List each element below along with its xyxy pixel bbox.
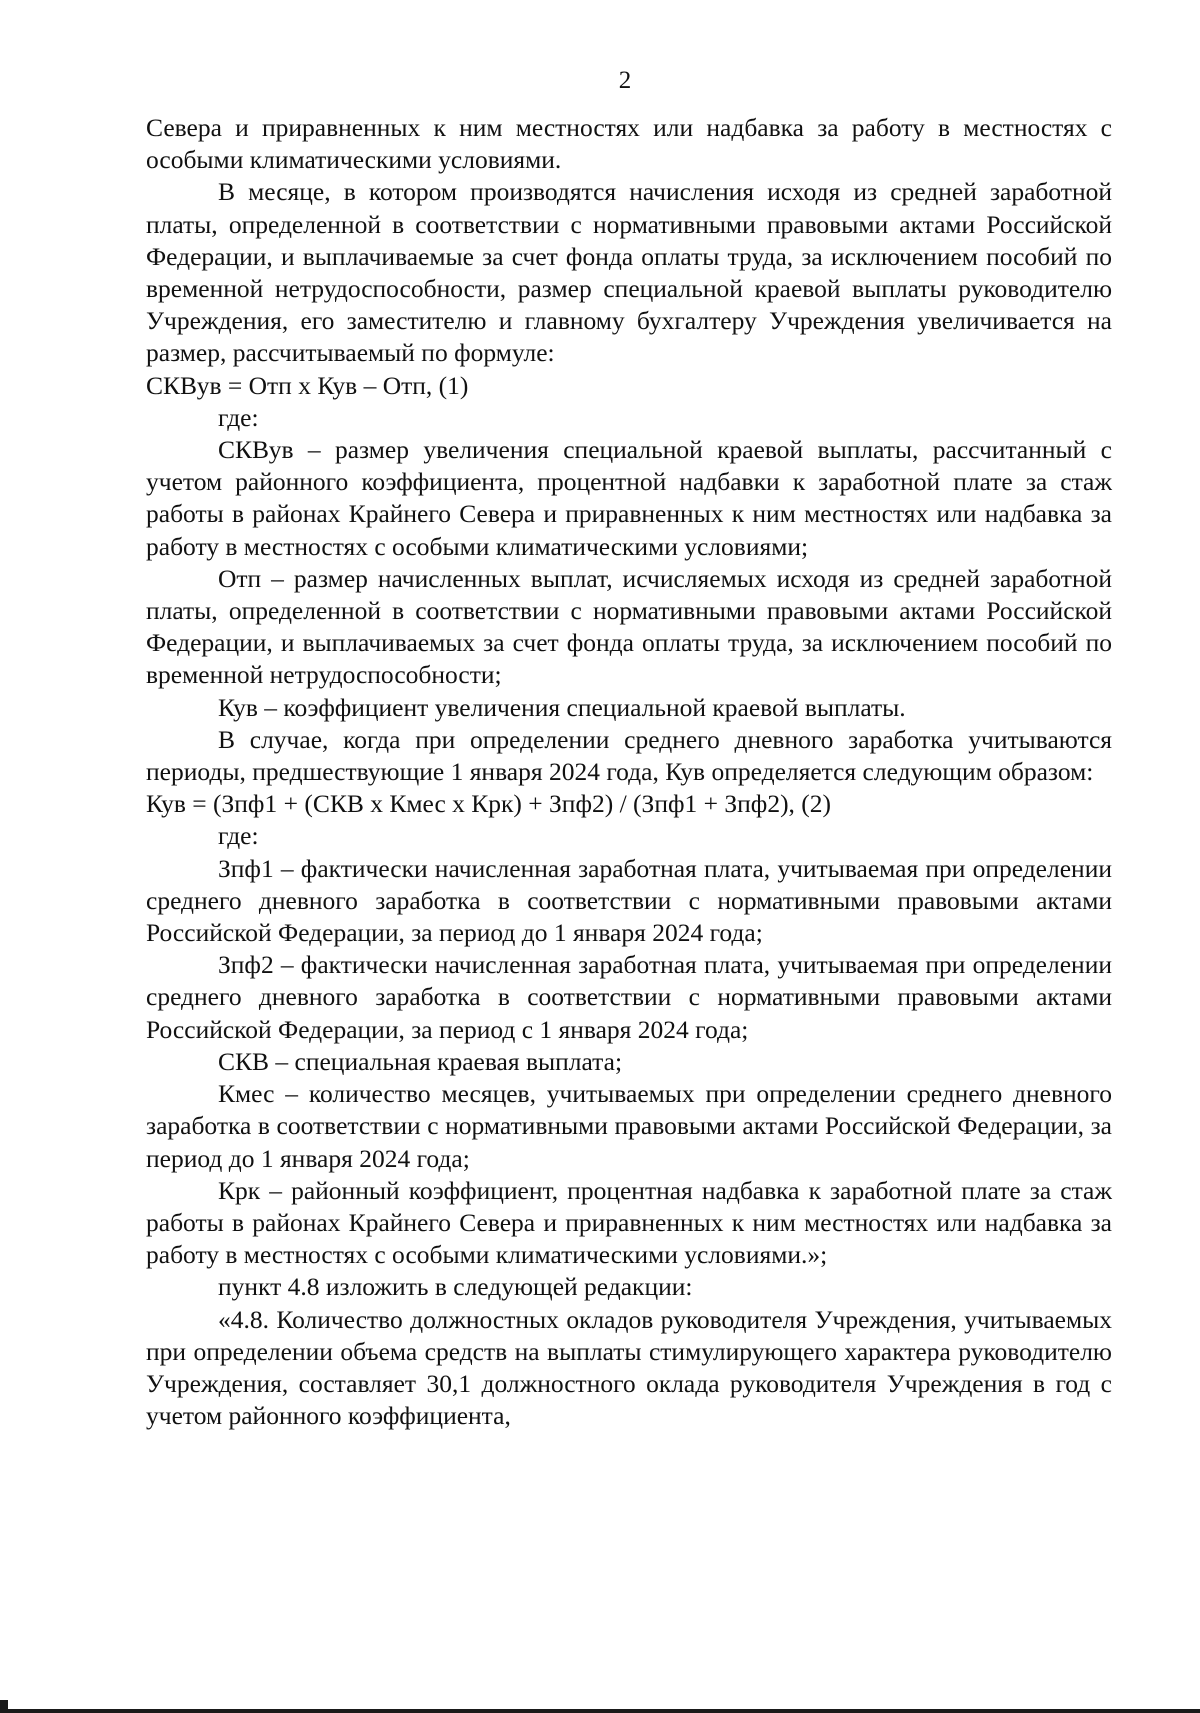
definition-krk: Крк – районный коэффициент, процентная надбавка к заработной плате за стаж работы в районах Крайнего Севера и приравненных к ним местностях или надбавка за работу в местностях с особыми климатическими условиями.»; — [146, 1175, 1112, 1270]
definition-kmes: Кмес – количество месяцев, учитываемых при определении среднего дневного заработка в соответствии с нормативными правовыми актами Российской Федерации, за период до 1 января 2024 года; — [146, 1079, 1112, 1173]
formula-1: СКВув = Отп х Кув – Отп, (1) — [146, 370, 469, 400]
definition-skvuv: СКВув – размер увеличения специальной краевой выплаты, рассчитанный с учетом районного коэффициента, процентной надбавки к заработной плате за стаж работы в районах Крайнего Севера и приравненных к ним местностях или надбавка за работу в местностях с особыми климатическими условиями; — [146, 435, 1112, 561]
definition-zpf1: Зпф1 – фактически начисленная заработная плата, учитываемая при определении среднего дневного заработка в соответствии с нормативными правовыми актами Российской Федерации, за период до 1 января 2024 года; — [146, 853, 1112, 948]
paragraph-item-4-8-intro: пункт 4.8 изложить в следующей редакции: — [218, 1272, 693, 1302]
definition-zpf2: Зпф2 – фактически начисленная заработная плата, учитываемая при определении среднего дневного заработка в соответствии с нормативными правовыми актами Российской Федерации, за период с 1 января 2024 года; — [146, 950, 1112, 1044]
document-body — [146, 112, 1112, 1432]
formula-2: Кув = (Зпф1 + (СКВ х Кмес х Крк) + Зпф2) / (Зпф1 + Зпф2), (2) — [146, 789, 832, 819]
paragraph-monthly-accrual: В месяце, в котором производятся начисления исходя из средней заработной платы, определенной в соответствии с нормативными правовыми актами Российской Федерации, и выплачиваемые за счет фонда оплаты труда, за исключением пособий по временной нетрудоспособности, размер специальной краевой выплаты руководителю Учреждения, его заместителю и главному бухгалтеру Учреждения увеличивается на размер, рассчитываемый по формуле: — [146, 177, 1112, 368]
where-label-1: где: — [218, 402, 259, 432]
scan-bottom-edge — [0, 1709, 1200, 1713]
definition-skv: СКВ – специальная краевая выплата; — [218, 1046, 623, 1076]
where-label-2: где: — [218, 821, 259, 851]
paragraph-case-periods: В случае, когда при определении среднего дневного заработка учитываются периоды, предшествующие 1 января 2024 года, Кув определяется следующим образом: — [146, 724, 1112, 787]
paragraph-item-4-8: «4.8. Количество должностных окладов руководителя Учреждения, учитываемых при определении объема средств на выплаты стимулирующего характера руководителю Учреждения, составляет 30,1 должностного оклада руководителя Учреждения в год с учетом районного коэффициента, — [146, 1304, 1112, 1431]
definition-kuv: Кув – коэффициент увеличения специальной краевой выплаты. — [218, 692, 906, 722]
paragraph-continuation: Севера и приравненных к ним местностях или надбавка за работу в местностях с особыми климатическими условиями. — [146, 113, 1112, 175]
definition-otp: Отп – размер начисленных выплат, исчисляемых исходя из средней заработной платы, определенной в соответствии с нормативными правовыми актами Российской Федерации, и выплачиваемых за счет фонда оплаты труда, за исключением пособий по временной нетрудоспособности; — [146, 563, 1112, 690]
page-number: 2 — [618, 67, 632, 94]
